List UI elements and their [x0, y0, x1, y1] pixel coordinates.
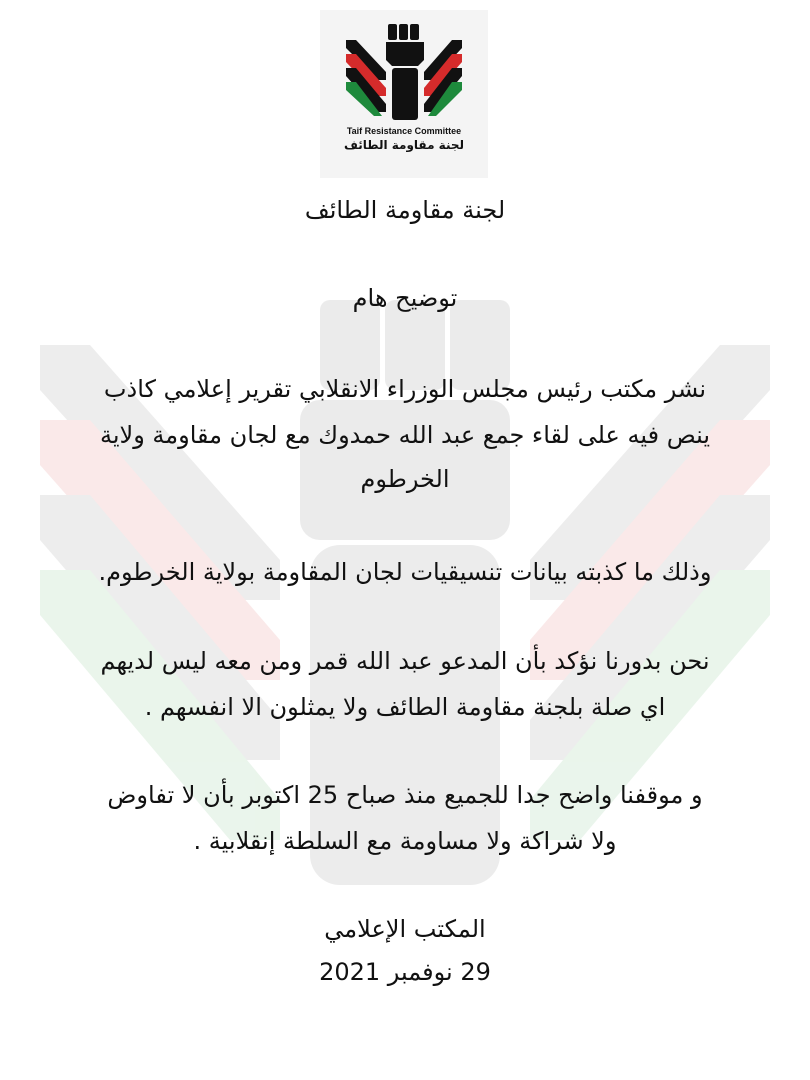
logo-name-ar: لجنة مقاومة الطائف [343, 138, 465, 152]
organization-name: لجنة مقاومة الطائف [304, 196, 506, 224]
paragraph4-line2: ولا شراكة ولا مساومة مع السلطة إنقلابية . [193, 827, 617, 855]
paragraph1-line1: نشر مكتب رئيس مجلس الوزراء الانقلابي تقرير إعلامي كاذب [103, 375, 707, 403]
statement-date: 29 نوفمبر 2021 [319, 958, 491, 986]
paragraph2-line1: وذلك ما كذبته بيانات تنسيقيات لجان المقاومة بولاية الخرطوم. [98, 558, 712, 586]
statement-heading: توضيح هام [352, 284, 458, 312]
paragraph1-line2: ينص فيه على لقاء جمع عبد الله حمدوك مع لجان مقاومة ولاية [99, 421, 711, 449]
organization-logo [320, 10, 488, 178]
logo-name-en: Taif Resistance Committee [346, 126, 462, 136]
paragraph1-line3: الخرطوم [360, 465, 450, 493]
fist-logo-icon [342, 20, 466, 124]
paragraph3-line2: اي صلة بلجنة مقاومة الطائف ولا يمثلون الا انفسهم . [144, 693, 666, 721]
paragraph4-line1: و موقفنا واضح جدا للجميع منذ صباح 25 اكتوبر بأن لا تفاوض [107, 781, 703, 809]
paragraph3-line1: نحن بدورنا نؤكد بأن المدعو عبد الله قمر ومن معه ليس لديهم [100, 647, 710, 675]
signature: المكتب الإعلامي [324, 915, 486, 943]
